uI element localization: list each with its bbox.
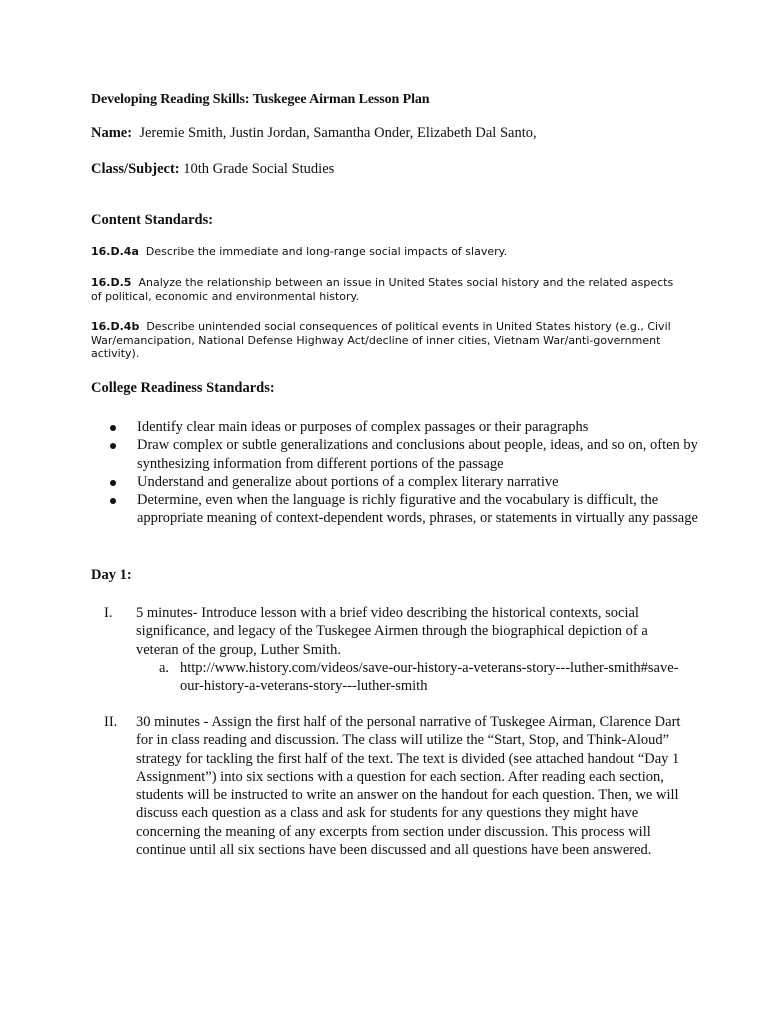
- outline-text: 5 minutes- Introduce lesson with a brief video describing the historical contexts, social significance, and legacy of the Tuskegee Airmen through the biographical depiction of a veteran of the group, Luther Smith.: [136, 605, 648, 658]
- list-item-text: Understand and generalize about portions of a complex literary narrative: [137, 473, 559, 490]
- standard-text: Describe unintended social consequences of political events in United States history (e.g., Civil War/emancipation, National Defense Highway Act/decline of inner cities, Vietnam War/anti-government activity).: [91, 320, 671, 360]
- day1-heading: Day 1:: [91, 567, 132, 583]
- content-standards-heading: Content Standards:: [91, 212, 214, 228]
- class-subject-label: Class/Subject:: [91, 161, 180, 177]
- day1-subitem: [136, 659, 691, 696]
- bullet-icon: [110, 425, 116, 431]
- college-readiness-list: [110, 418, 700, 528]
- class-subject-field: [91, 161, 334, 178]
- class-subject-value: 10th Grade Social Studies: [183, 161, 335, 177]
- standard-text: Describe the immediate and long-range social impacts of slavery.: [145, 245, 508, 258]
- college-readiness-heading: College Readiness Standards:: [91, 380, 275, 396]
- outline-marker: II.: [104, 714, 118, 730]
- day1-item-1: [91, 604, 691, 695]
- list-item-text: Identify clear main ideas or purposes of complex passages or their paragraphs: [137, 419, 589, 435]
- standard-text: Analyze the relationship between an issue in United States social history and the related aspects of political, economic and environmental history.: [91, 276, 674, 303]
- list-item: [110, 436, 700, 473]
- outline-marker: I.: [104, 605, 113, 621]
- day1-item-2: [91, 713, 691, 859]
- content-standard-item: [91, 320, 681, 361]
- list-item: [110, 418, 700, 436]
- content-standard-item: [91, 245, 681, 259]
- standard-code: 16.D.5: [91, 276, 132, 289]
- video-link[interactable]: http://www.history.com/videos/save-our-history-a-veterans-story---luther-smith#save-our-history-a-veterans-story---luther-smith: [180, 659, 679, 695]
- name-field: [91, 125, 537, 142]
- list-item-text: Determine, even when the language is richly figurative and the vocabulary is difficult, the appropriate meaning of context-dependent words, phrases, or statements in virtually any passage: [137, 492, 698, 527]
- content-standard-item: [91, 276, 681, 303]
- document-title: Developing Reading Skills: Tuskegee Airman Lesson Plan: [91, 92, 430, 107]
- standard-code: 16.D.4b: [91, 320, 140, 333]
- name-value: Jeremie Smith, Justin Jordan, Samantha Onder, Elizabeth Dal Santo,: [139, 125, 537, 141]
- list-item: [110, 473, 700, 491]
- standard-code: 16.D.4a: [91, 245, 139, 258]
- name-label: Name:: [91, 125, 133, 141]
- bullet-icon: [110, 443, 116, 449]
- list-item-text: Draw complex or subtle generalizations and conclusions about people, ideas, and so on, often by synthesizing information from different portions of the passage: [137, 437, 698, 472]
- sub-outline-marker: a.: [159, 659, 170, 676]
- outline-text: 30 minutes - Assign the first half of the personal narrative of Tuskegee Airman, Clarence Dart for in class reading and discussion. The class will utilize the “Start, Stop, and Think-Aloud” strategy for tackling the first half of the text. The text is divided (see attached handout “Day 1 Assignment”) into six sections with a question for each section. After reading each section, students will be instructed to write an answer on the handout for each question. Then, we will discuss each question as a class and ask for students for any questions they might have concerning the meaning of any excerpts from section under discussion. This process will continue until all six sections have been discussed and all questions have been answered.: [136, 714, 681, 859]
- bullet-icon: [110, 480, 116, 486]
- bullet-icon: [110, 498, 116, 504]
- list-item: [110, 491, 700, 528]
